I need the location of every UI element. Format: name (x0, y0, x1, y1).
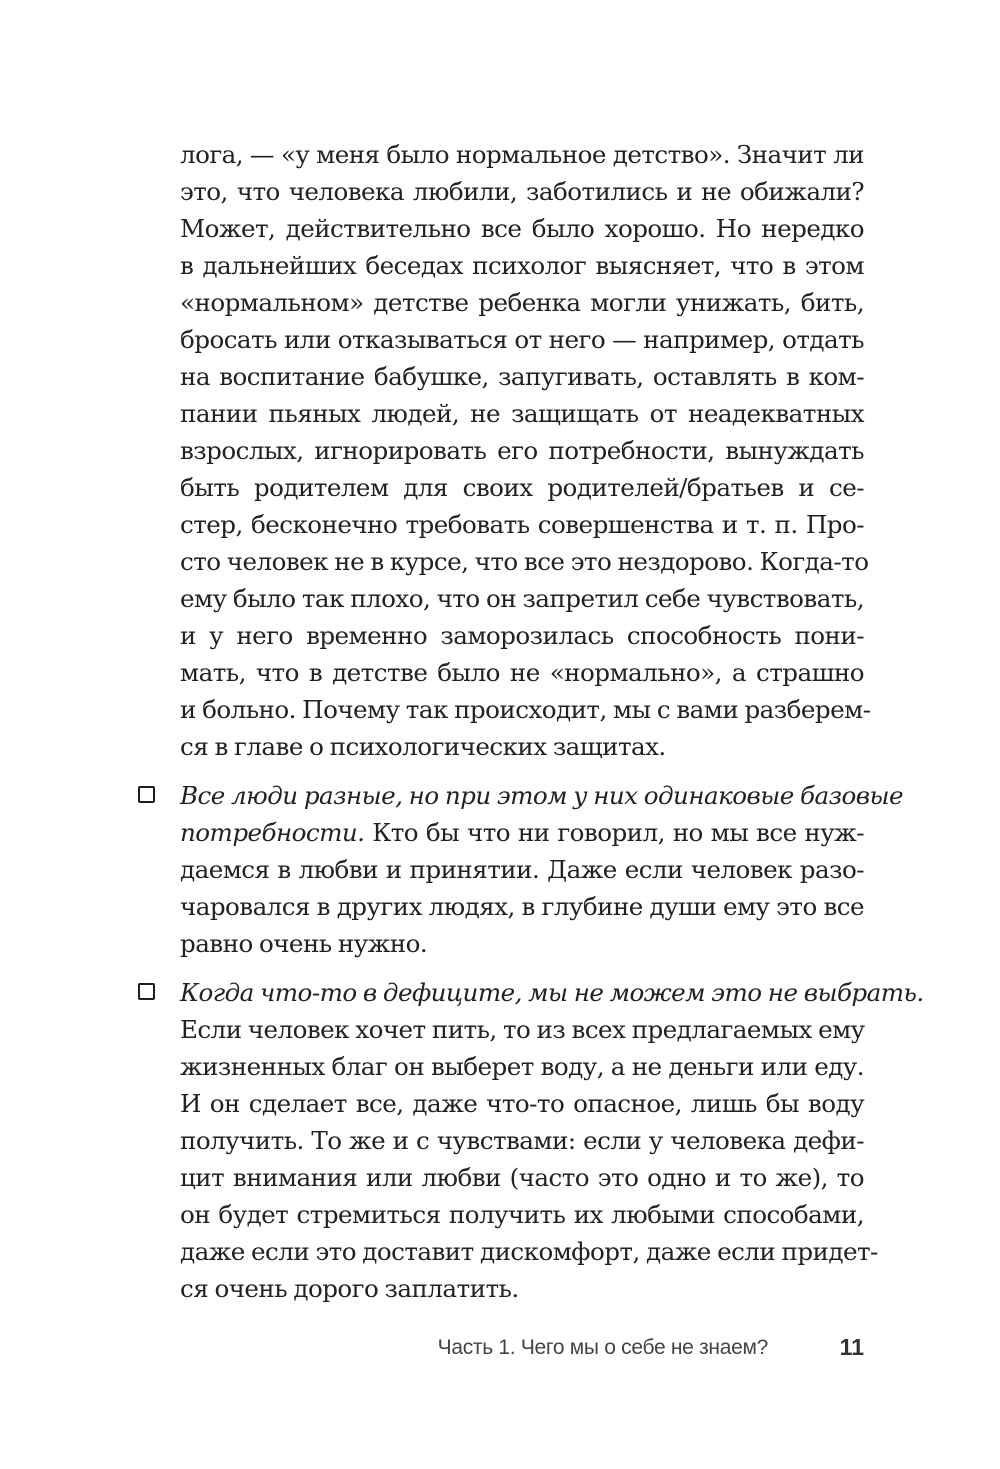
text-line (180, 814, 864, 851)
text-line: жизненных благ он выберет воду, а не деньги или еду. (180, 1052, 864, 1081)
text-line: Может, действительно все было хорошо. Но нередко (180, 214, 864, 243)
text-line: равно очень нужно. (180, 929, 428, 958)
bullet-heading-end: потребности. (180, 818, 365, 847)
text-line: в дальнейших беседах психолог выясняет, что в этом (180, 251, 864, 280)
bullet-item-deficit (180, 974, 924, 1307)
page-footer (180, 1334, 864, 1368)
running-title: Часть 1. Чего мы о себе не знаем? (437, 1336, 768, 1359)
text-line: на воспитание бабушке, запугивать, оставлять в ком- (180, 362, 864, 391)
text-line: получить. То же и с чувствами: если у человека дефи- (180, 1126, 864, 1155)
text-line: даемся в любви и принятии. Даже если человек разо- (180, 855, 864, 884)
text-line: чаровался в других людях, в глубине души ему это все (180, 892, 864, 921)
text-line: быть родителем для своих родителей/братьев и се- (180, 473, 864, 502)
bullet-heading: Когда что-то в дефиците, мы не можем это не выбрать. (180, 978, 924, 1007)
text-line: мать, что в детстве было не «нормально», а страшно (180, 658, 864, 687)
text-line: ему было так плохо, что он запретил себе чувствовать, (180, 584, 864, 613)
text-line: пании пьяных людей, не защищать от неадекватных (180, 399, 864, 428)
text-line: «нормальном» детстве ребенка могли унижать, бить, (180, 288, 864, 317)
bullet-heading: Все люди разные, но при этом у них одинаковые базовые (180, 781, 903, 810)
text-line: и больно. Почему так происходит, мы с вами разберем- (180, 695, 871, 724)
text-line: ся в главе о психологических защитах. (180, 732, 666, 761)
checkbox-bullet-icon (138, 983, 155, 1000)
text-line: Если человек хочет пить, то из всех предлагаемых ему (180, 1015, 865, 1044)
text-line: взрослых, игнорировать его потребности, вынуждать (180, 436, 864, 465)
text-line: ся очень дорого заплатить. (180, 1274, 519, 1303)
text-line: сто человек не в курсе, что все это нездорово. Когда-то (180, 547, 869, 576)
page-body (180, 136, 924, 1307)
text-line: цит внимания или любви (часто это одно и то же), то (180, 1163, 864, 1192)
text-line: это, что человека любили, заботились и не обижали? (180, 177, 864, 206)
text-line: бросать или отказываться от него — например, отдать (180, 325, 864, 354)
bullet-item-basic-needs (180, 777, 903, 962)
page-number: 11 (839, 1334, 864, 1360)
paragraph-continuation (180, 136, 871, 765)
text-line: И он сделает все, даже что-то опасное, лишь бы воду (180, 1089, 864, 1118)
text-line: стер, бесконечно требовать совершенства и т. п. Про- (180, 510, 864, 539)
text-line: лога, — «у меня было нормальное детство». Значит ли (180, 140, 864, 169)
checkbox-bullet-icon (138, 786, 155, 803)
bullet-text: Кто бы что ни говорил, но мы все нуж- (364, 818, 864, 847)
text-line: и у него временно заморозилась способность пони- (180, 621, 864, 650)
text-line: он будет стремиться получить их любыми способами, (180, 1200, 864, 1229)
text-line: даже если это доставит дискомфорт, даже если придет- (180, 1237, 878, 1266)
